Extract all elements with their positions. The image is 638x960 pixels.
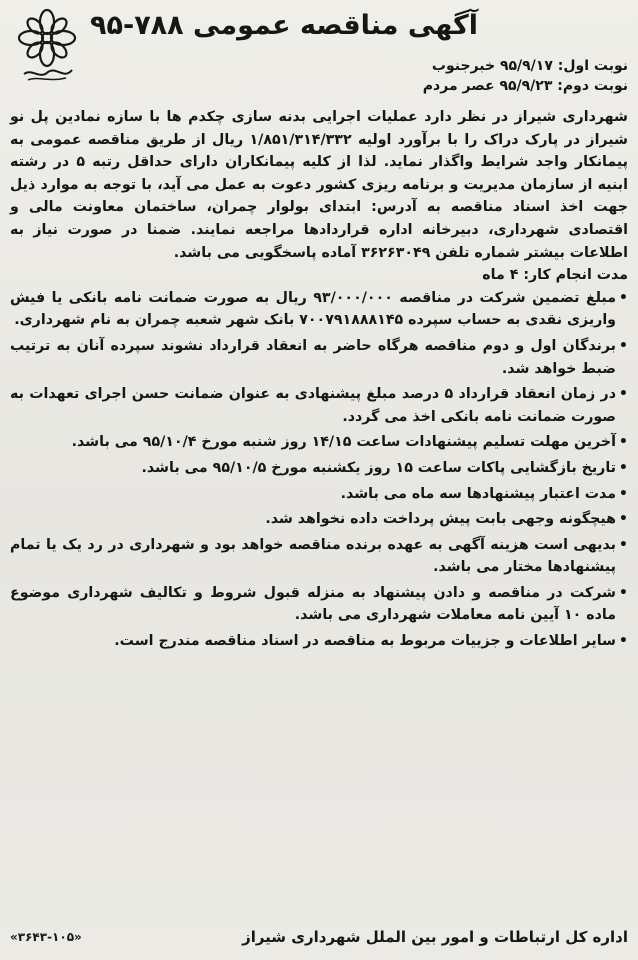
notice-intro: شهرداری شیراز در نظر دارد عملیات اجرایی بدنه سازی چکدم ها با سازه نمادین پل نو شیراز در پارک دراک را با برآورد اولیه ۱/۸۵۱/۳۱۴/۳۳۲ ریال از طریق مناقصه عمومی به پیمانکار واجد شرایط واگذار نماید. لذا از کلیه پیمانکاران دارای حداقل رتبه ۵ در رشته ابنیه از سازمان مدیریت و برنامه ریزی کشور دعوت به عمل می آید، با توجه به موارد ذیل جهت اخذ اسناد مناقصه به آدرس: ابتدای بولوار چمران، ساختمان معاونت مالی و اقتصادی شهرداری، دبیرخانه اداره قراردادها مراجعه نمایند. ضمنا در صورت نیاز به اطلاعات بیشتر شماره تلفن ۳۶۲۶۳۰۴۹ آماده پاسخگویی می باشد.	[10, 109, 629, 261]
ad-code: «۳۶۴۳-۱۰۵»	[10, 930, 82, 944]
condition-item: • در زمان انعقاد قرارداد ۵ درصد مبلغ پیشنهادی به عنوان ضمانت حسن اجرای تعهدات به صورت ضمانت نامه بانکی اخذ می گردد.	[10, 383, 628, 428]
condition-item: • شرکت در مناقصه و دادن پیشنهاد به منزله قبول شروط و تکالیف شهرداری موضوع ماده ۱۰ آیین نامه معاملات شهرداری می باشد.	[10, 582, 628, 627]
notice-header	[10, 6, 628, 94]
tender-conditions-list	[10, 287, 628, 653]
municipality-logo-icon	[16, 8, 78, 86]
work-duration: مدت انجام کار: ۴ ماه	[482, 267, 628, 284]
second-publication: نوبت دوم: ۹۵/۹/۲۳ عصر مردم	[422, 78, 628, 94]
condition-item: • مدت اعتبار پیشنهادها سه ماه می باشد.	[10, 483, 628, 506]
condition-item: • مبلغ تضمین شرکت در مناقصه ۹۳/۰۰۰/۰۰۰ ریال به صورت ضمانت نامه بانکی یا فیش واریزی نقدی به حساب سپرده ۷۰۰۷۹۱۸۸۸۱۴۵ بانک شهر شعبه چمران به نام شهرداری.	[10, 287, 628, 332]
issuer-signature: اداره کل ارتباطات و امور بین الملل شهرداری شیراز	[242, 928, 628, 946]
notice-footer	[10, 924, 628, 950]
first-publication: نوبت اول: ۹۵/۹/۱۷ خبرجنوب	[431, 58, 628, 74]
notice-title: آگهی مناقصه عمومی ۷۸۸-۹۵	[90, 10, 478, 41]
publication-schedule	[423, 56, 628, 96]
condition-item: • بدیهی است هزینه آگهی به عهده برنده مناقصه خواهد بود و شهرداری در رد یک یا تمام پیشنهادها مختار می باشد.	[10, 534, 628, 579]
condition-item: • تاریخ بازگشایی پاکات ساعت ۱۵ روز یکشنبه مورخ ۹۵/۱۰/۵ می باشد.	[10, 457, 628, 480]
condition-item: • سایر اطلاعات و جزییات مربوط به مناقصه در اسناد مناقصه مندرج است.	[10, 630, 628, 653]
condition-item: • هیچگونه وجهی بابت پیش پرداخت داده نخواهد شد.	[10, 508, 628, 531]
condition-item: • آخرین مهلت تسلیم پیشنهادات ساعت ۱۴/۱۵ روز شنبه مورخ ۹۵/۱۰/۴ می باشد.	[10, 431, 628, 454]
condition-item: • برندگان اول و دوم مناقصه هرگاه حاضر به انعقاد قرارداد نشوند سپرده آنان به ترتیب ضبط خواهد شد.	[10, 335, 628, 380]
